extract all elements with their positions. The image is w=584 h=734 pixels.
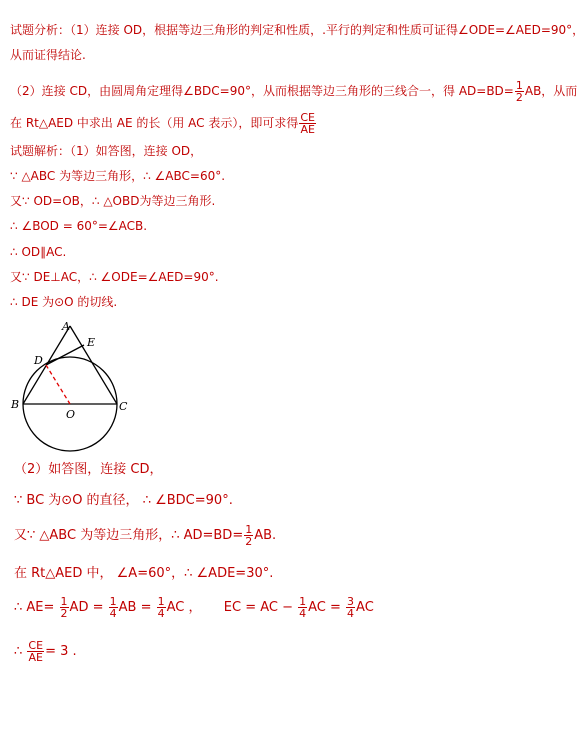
fraction-ce-ae: $\frac{CE}{AE}$ xyxy=(300,111,315,136)
label-c: C xyxy=(119,400,128,413)
solution-step-4: ∴ OD∥AC. xyxy=(10,245,67,259)
part2-step-5: ∴ $\frac{CE}{AE}$ = 3 . xyxy=(14,639,77,664)
analysis-line-2: 从而证得结论. xyxy=(10,48,86,62)
segment-de xyxy=(46,345,84,365)
solution-heading: 试题解析：（1）如答图，连接 OD， xyxy=(10,144,203,158)
part2-heading: （2）如答图，连接 CD， xyxy=(14,462,163,477)
solution-step-2: 又∵ OD=OB，∴ △OBD为等边三角形. xyxy=(10,194,216,208)
solution-step-3: ∴ ∠BOD = 60°=∠ACB. xyxy=(10,219,148,233)
part2-step-1: ∵ BC 为⊙O 的直径， ∴ ∠BDC=90°. xyxy=(14,493,233,508)
fraction-half: $\frac{1}{2}$ xyxy=(515,79,523,104)
part2-step-3: 在 Rt△AED 中， ∠A=60°，∴ ∠ADE=30°. xyxy=(14,566,274,581)
analysis-line-3: （2）连接 CD，由圆周角定理得∠BDC=90°，从而根据等边三角形的三线合一，得 AD=BD= $\frac{1}{2}$ AB，从而 xyxy=(10,79,578,104)
segment-od-dashed xyxy=(46,365,70,404)
solution-step-5: 又∵ DE⊥AC，∴ ∠ODE=∠AED=90°. xyxy=(10,270,219,284)
part2-step-2: 又∵ △ABC 为等边三角形，∴ AD=BD= $\frac{1}{2}$ AB. xyxy=(14,523,277,548)
analysis-line-4: 在 Rt△AED 中求出 AE 的长（用 AC 表示），即可求得 $\frac{CE}{AE}$ xyxy=(10,111,315,136)
label-o: O xyxy=(66,408,76,421)
geometry-diagram xyxy=(8,318,138,454)
label-e: E xyxy=(87,336,96,349)
label-d: D xyxy=(34,354,43,367)
analysis-line-1: 试题分析：（1）连接 OD，根据等边三角形的判定和性质，.平行的判定和性质可证得∠ODE=∠AED=90°， xyxy=(10,23,584,37)
label-a: A xyxy=(62,320,70,333)
label-b: B xyxy=(11,398,20,411)
part2-step-4: ∴ AE= $\frac{1}{2}$ AD = $\frac{1}{4}$ AB = $\frac{1}{4}$ AC ， EC = AC − $\frac{1}{4}$ AC = $\frac{3}{4}$ AC xyxy=(14,595,374,620)
solution-step-1: ∵ △ABC 为等边三角形，∴ ∠ABC=60°. xyxy=(10,169,226,183)
solution-step-6: ∴ DE 为⊙O 的切线. xyxy=(10,295,118,309)
